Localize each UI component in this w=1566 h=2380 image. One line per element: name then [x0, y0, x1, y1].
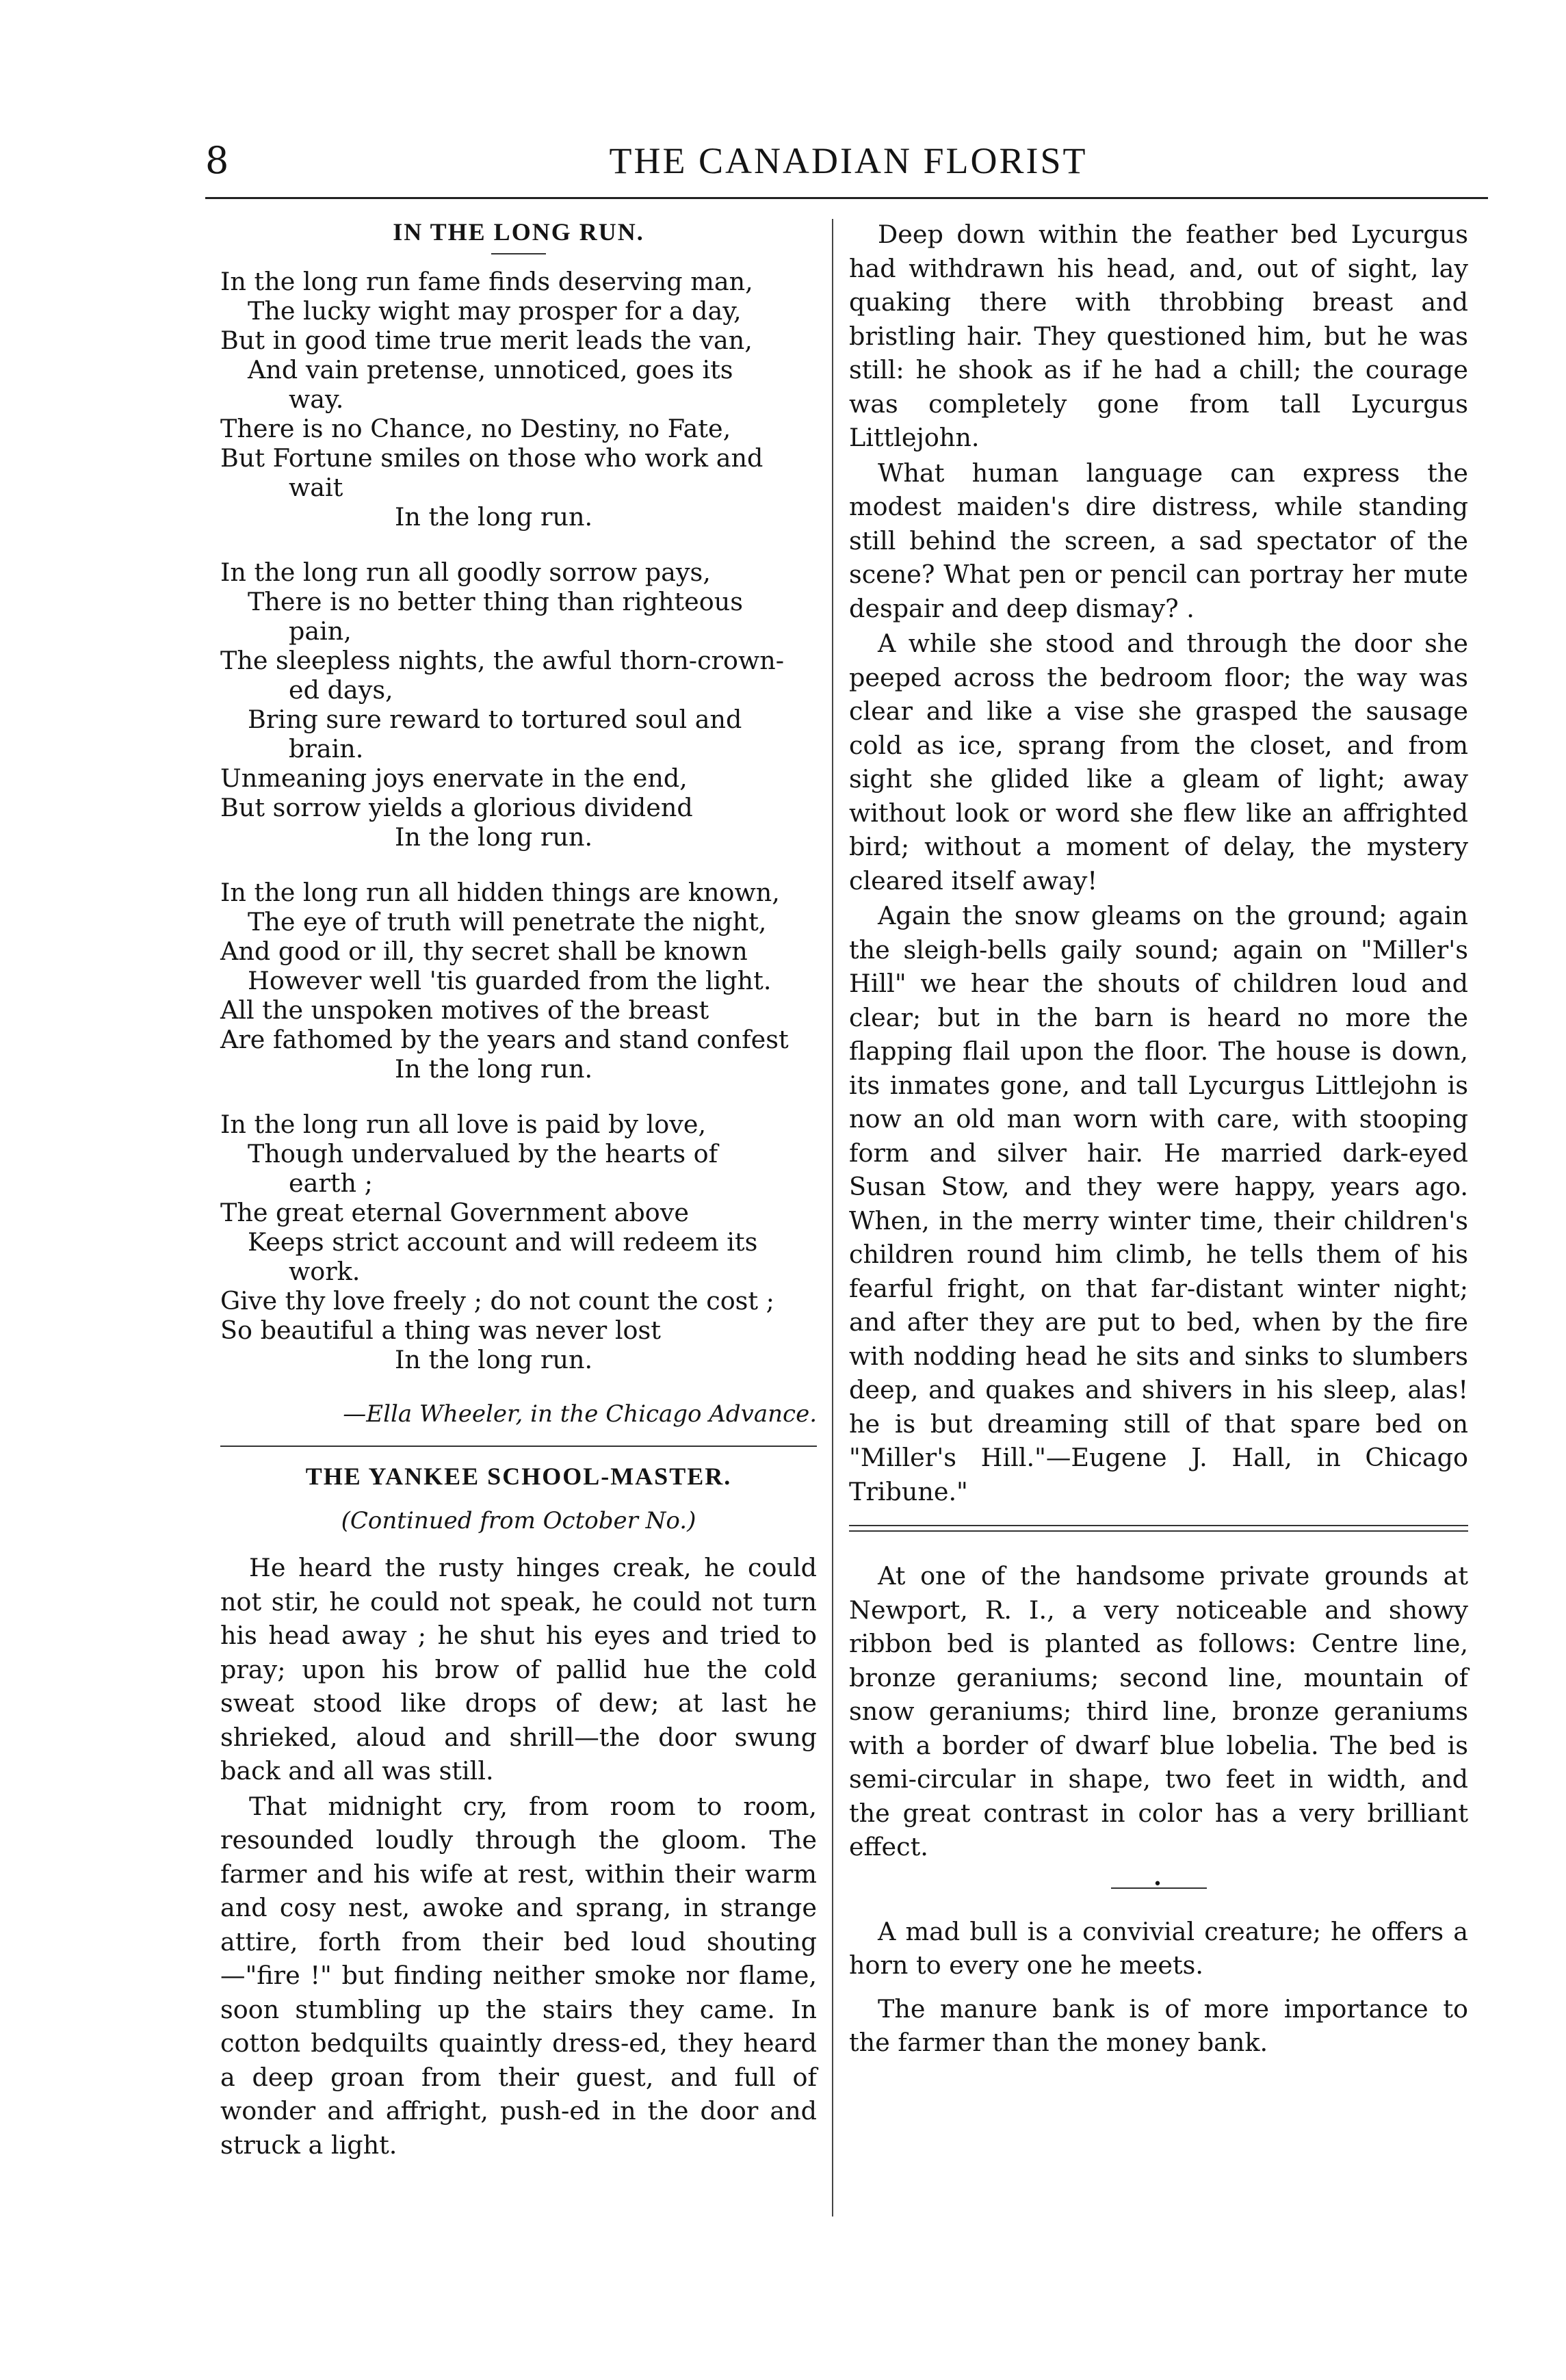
poem-stanza — [220, 1110, 817, 1374]
note-manure-bank: The manure bank is of more importance to the farmer than the money bank. — [849, 1993, 1468, 2057]
story-paragraph: Deep down within the feather bed Lycurgus had withdrawn his head, and, out of sight, lay quaking there with throbbing breast and bristling hair. They questioned him, but he was still: he shook as if he had a chill; the courage was completely gone from tall Lycurgus Littlejohn. — [849, 220, 1468, 452]
poem-line: earth ; — [289, 1168, 373, 1198]
poem-line: brain. — [289, 734, 364, 763]
poem-line: way. — [289, 384, 344, 414]
poem-line: ed days, — [289, 675, 393, 705]
poem-line: pain, — [289, 616, 352, 646]
poem-line: In the long run all hidden things are known, — [220, 878, 780, 907]
poem-line: Give thy love freely ; do not count the cost ; — [220, 1286, 774, 1316]
page-header — [205, 140, 1491, 202]
poem-line: There is no Chance, no Destiny, no Fate, — [220, 414, 731, 443]
poem-line: The lucky wight may prosper for a day, — [248, 296, 742, 326]
poem-line: And vain pretense, unnoticed, goes its — [248, 355, 733, 384]
story-right-text — [849, 218, 1468, 1508]
story-paragraph: Again the snow gleams on the ground; again the sleigh-bells gaily sound; again on "Miller's Hill" we hear the shouts of children loud and clear; but in the barn is heard no more the flapping flail upon the floor. The house is down, its inmates gone, and tall Lycurgus Littlejohn is now an old man worn with care, with stooping form and silver hair. He married dark-eyed Susan Stow, and they were happy, years ago. When, in the merry winter time, their children's children round him climb, he tells them of his fearful fright, on that far-distant winter night; and after they are put to bed, when by the fire with nodding head he sits and sinks to slumbers deep, and quakes and shivers in his sleep, alas! he is but dreaming still of that spare bed on "Miller's Hill."—Eugene J. Hall, in Chicago Tribune." — [849, 901, 1468, 1506]
poem-line: The eye of truth will penetrate the night, — [248, 907, 767, 937]
poem-line: In the long run. — [395, 1054, 593, 1084]
poem-signature: —Ella Wheeler, in the Chicago Advance. — [343, 1400, 817, 1428]
right-column — [849, 218, 1468, 2060]
story-left-text — [220, 1551, 817, 2162]
flourish-rule — [1111, 1887, 1207, 1889]
publication-title: THE CANADIAN FLORIST — [609, 140, 1088, 181]
note-ribbon-bed: At one of the handsome private grounds at Newport, R. I., a very noticeable and showy ribbon bed is planted as follows: Centre line, bronze geraniums; second line, mountain of snow geraniums; third line, bronze geraniums with a border of dwarf blue lobelia. The bed is semi-circular in shape, two feet in width, and the great contrast in color has a very brilliant effect. — [849, 1561, 1468, 1861]
story-title: THE YANKEE SCHOOL-MASTER. — [305, 1463, 732, 1490]
poem-line: Unmeaning joys enervate in the end, — [220, 763, 688, 793]
poem-title-rule — [491, 253, 546, 254]
column-divider — [832, 219, 833, 2216]
poem-line: But sorrow yields a glorious dividend — [220, 793, 693, 822]
story-paragraph: What human language can express the modest maiden's dire distress, while standing still behind the screen, a sad spectator of the scene? What pen or pencil can portray her mute despair and deep dismay? . — [849, 458, 1468, 623]
poem-line: All the unspoken motives of the breast — [220, 995, 709, 1025]
poem-line: However well 'tis guarded from the light. — [248, 966, 772, 995]
poem-line: Keeps strict account and will redeem its — [248, 1227, 758, 1257]
poem-line: There is no better thing than righteous — [248, 587, 743, 616]
poem-line: The great eternal Government above — [220, 1198, 689, 1227]
poem-line: In the long run. — [395, 822, 593, 852]
left-column — [220, 218, 817, 2162]
poem-line: work. — [289, 1257, 361, 1286]
poem-title: IN THE LONG RUN. — [393, 218, 644, 246]
section-rule-lower — [849, 1530, 1468, 1532]
poem-line: In the long run all goodly sorrow pays, — [220, 558, 711, 587]
poem-line: Bring sure reward to tortured soul and — [248, 705, 742, 734]
poem-line: In the long run all love is paid by love, — [220, 1110, 707, 1139]
poem-stanza — [220, 558, 817, 852]
poem-line: In the long run. — [395, 502, 593, 532]
header-rule — [205, 197, 1488, 199]
page-number: 8 — [205, 139, 229, 182]
poem-line: But Fortune smiles on those who work and — [220, 443, 764, 473]
section-rule-upper — [849, 1525, 1468, 1526]
note-mad-bull: A mad bull is a convivial creature; he offers a horn to every one he meets. — [849, 1916, 1468, 1980]
story-paragraph: A while she stood and through the door she peeped across the bedroom floor; the way was clear and like a vise she grasped the sausage cold as ice, sprang from the closet, and from sight she glided like a gleam of light; away without look or word she flew like an affrighted bird; without a moment of delay, the mystery cleared itself away! — [849, 629, 1468, 895]
story-subtitle: (Continued from October No.) — [341, 1507, 696, 1534]
poem-body — [220, 267, 817, 1374]
story-paragraph: That midnight cry, from room to room, resounded loudly through the gloom. The farmer and his wife at rest, within their warm and cosy nest, awoke and sprang, in strange attire, forth from their bed loud shouting—"fire !" but finding neither smoke nor flame, soon stumbling up the stairs they came. In cotton bedquilts quaintly dress-ed, they heard a deep groan from their guest, and full of wonder and affright, push-ed in the door and struck a light. — [220, 1791, 817, 2160]
poem-stanza — [220, 267, 817, 532]
story-paragraph: He heard the rusty hinges creak, he could not stir, he could not speak, he could not turn his head away ; he shut his eyes and tried to pray; upon his brow of pallid hue the cold sweat stood like drops of dew; at last he shrieked, aloud and shrill—the door swung back and all was still. — [220, 1553, 817, 1786]
poem-line: So beautiful a thing was never lost — [220, 1316, 661, 1345]
poem-line: But in good time true merit leads the van, — [220, 326, 753, 355]
poem-line: Are fathomed by the years and stand confest — [220, 1025, 789, 1054]
poem-line: Though undervalued by the hearts of — [248, 1139, 718, 1168]
poem-line: And good or ill, thy secret shall be known — [220, 937, 748, 966]
poem-stanza — [220, 878, 817, 1084]
poem-line: The sleepless nights, the awful thorn-crown- — [220, 646, 785, 675]
poem-line: wait — [289, 473, 343, 502]
poem-line: In the long run fame finds deserving man, — [220, 267, 753, 296]
section-rule — [220, 1446, 817, 1447]
poem-line: In the long run. — [395, 1345, 593, 1374]
